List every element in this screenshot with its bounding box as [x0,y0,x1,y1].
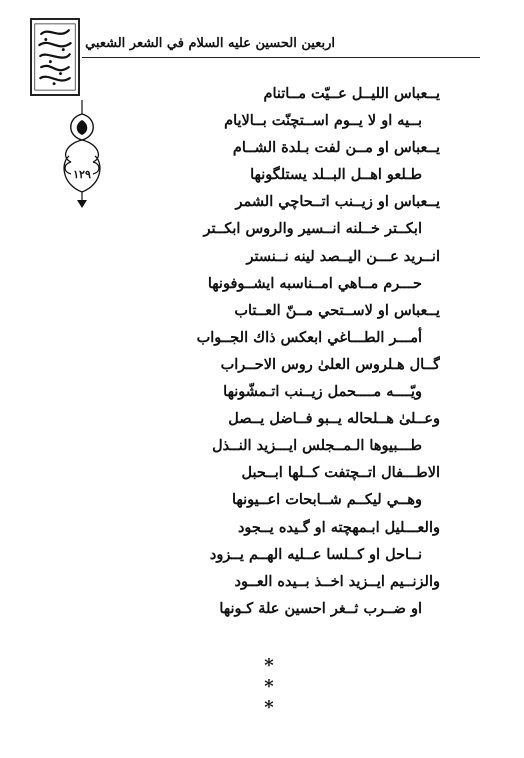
poem-verses [120,80,440,622]
verse-line: أمـــر الطـــاغي ابعكس ذاك الجــواب [196,328,422,346]
verse-line: وهــي ليكــم شــابحات اعــيونها [231,491,422,509]
verse-line: طـلعو اهــل البــلد يستلگونها [250,166,422,184]
verse-line: يــعباس او لاســتحي مــنّ العــتاب [234,301,440,319]
calligraphy-logo-icon [30,18,80,96]
verse-line: ابكــتر خــلنه انــسير والروس ابكــتر [203,220,422,238]
page-number: ١٢٩ [73,168,91,181]
verse-line: طـــبيوها الـمــجلس ايـــزيد النــذل [212,437,422,455]
verse-line: والزنــيم ايــزيد اخــذ بــيده العــود [234,572,440,590]
verse-line: ويّــــه مــــحمل زيــنب اتـمشّونها [223,383,422,401]
verse-line: وعــلىٰ هــلحاله يــبو فــاضل يــصل [228,410,440,428]
section-end-marks: * * * [264,655,296,718]
floral-ornament-graphic [57,100,107,210]
verse-line: او ضــرب ثــغر احسين علة كـونها [219,599,422,617]
calligraphy-logo-graphic [32,20,78,94]
verse-line: يــعباس او زيــنب اتــحاچي الشمر [235,193,440,211]
verse-line: والعـــليل ابـمهچته او گـيده يــجود [237,518,440,536]
verse-line: الاطـــفال اتــچتفت كــلها ابــحبل [241,464,440,482]
verse-line: يــعباس او مــن لفت بـلدة الشــام [232,139,440,157]
verse-line: حـــرم مــاهي امــناسبه ايشــوفونها [207,274,422,292]
running-title: اربعين الحسين عليه السلام في الشعر الشعبي [85,36,335,51]
verse-line: بــيه او لا يــوم اســتچنّت بــالايام [224,112,422,130]
verse-line: نــاحل او كــلسا عــليه الهــم يــزود [209,545,422,563]
verse-line: گــال هـلروس العلىٰ روس الاحــراب [220,355,440,373]
verse-line: يــعباس الليــل عــيّت مــاتنام [263,85,440,102]
verse-line: انــريد عـــن اليــصد لينه نــنستر [246,247,440,265]
header-rule [82,57,480,58]
floral-ornament-icon [57,100,107,210]
